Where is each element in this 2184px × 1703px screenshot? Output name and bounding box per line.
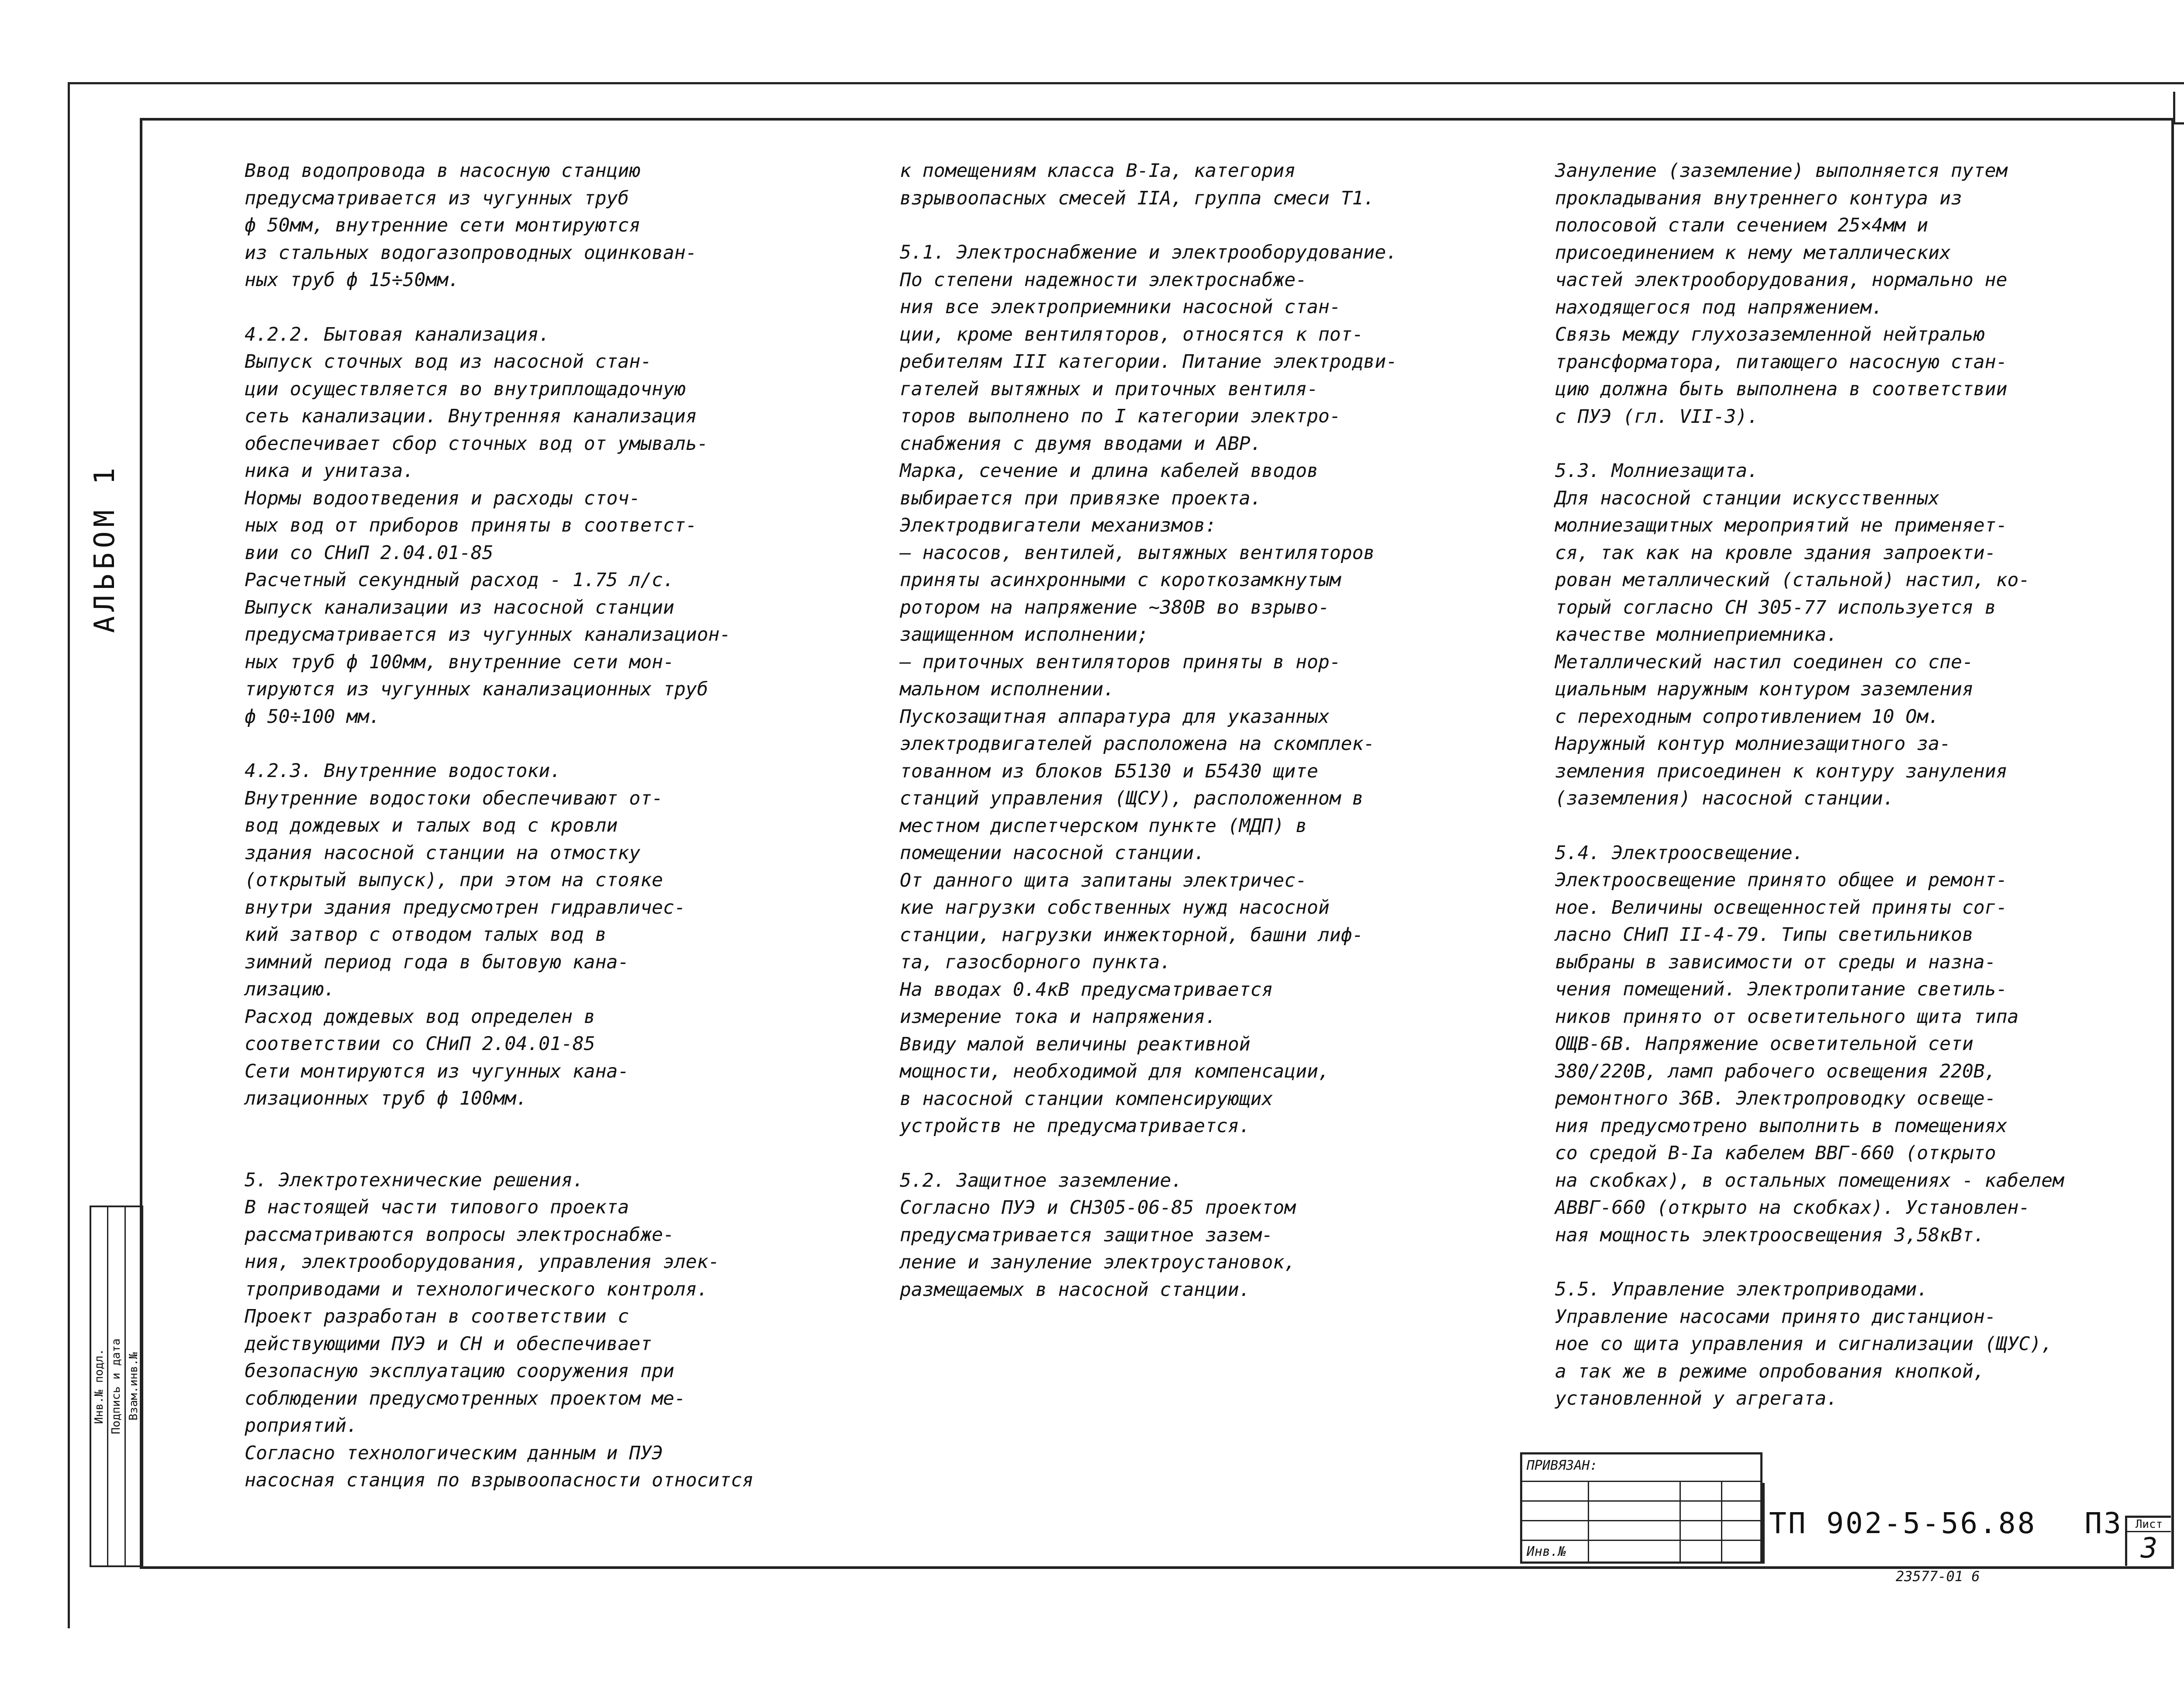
text-line: 5.2. Защитное заземление.: [900, 1169, 1183, 1192]
paragraph-gap: [245, 730, 847, 757]
text-line: станции, нагрузки инжекторной, башни лиф-: [900, 924, 1364, 946]
text-line: частей электрооборудования, нормально не: [1555, 269, 2008, 291]
bound-label: ПРИВЯЗАН:: [1527, 1458, 1598, 1473]
text-line: предусматривается из чугунных канализацион-: [245, 624, 731, 646]
text-line: ся, так как на кровле здания запроекти-: [1555, 542, 1996, 564]
text-line: Управление насосами принято дистанцион-: [1555, 1306, 1996, 1328]
text-line: 5.4. Электроосвещение.: [1555, 842, 1804, 864]
text-line: ное со щита управления и сигнализации (ЩУС),: [1555, 1333, 2053, 1355]
text-line: 380/220В, ламп рабочего освещения 220В,: [1555, 1060, 1996, 1082]
text-line: ния, электрооборудования, управления элек-: [245, 1251, 720, 1273]
text-line: прокладывания внутреннего контура из: [1555, 187, 1962, 209]
text-line: ника и унитаза.: [245, 460, 415, 482]
stamp-cell: [126, 1207, 142, 1565]
text-line: Зануление (заземление) выполняется путем: [1555, 160, 2008, 182]
text-line: ремонтного 36В. Электропроводку освеще-: [1555, 1088, 1996, 1109]
paragraph-gap: [1555, 1249, 2158, 1276]
text-line: ции осуществляется во внутриплощадочную: [245, 378, 686, 400]
text-line: ротором на напряжение ~380В во взрыво-: [900, 596, 1330, 618]
doc-type: ПЗ: [2084, 1506, 2123, 1540]
text-line: Электродвигатели механизмов:: [900, 515, 1216, 536]
text-line: 4.2.3. Внутренние водостоки.: [245, 760, 561, 782]
text-line: ная мощность электроосвещения 3,58кВт.: [1555, 1224, 1985, 1246]
text-column-right: [1555, 157, 2158, 1413]
stamp-cell: [91, 1207, 108, 1565]
text-line: ных труб ф 15÷50мм.: [245, 269, 460, 291]
text-line: Металлический настил соединен со спе-: [1555, 651, 1973, 673]
text-line: Ввод водопровода в насосную станцию: [245, 160, 641, 182]
text-line: рассматриваются вопросы электроснабже-: [245, 1223, 674, 1246]
text-line: к помещениям класса В-Iа, категория: [900, 160, 1296, 182]
text-line: Нормы водоотведения и расходы сточ-: [245, 487, 641, 509]
text-line: торый согласно СН 305-77 используется в: [1555, 596, 1996, 618]
sheet-label: Лист: [2127, 1518, 2171, 1532]
paragraph-gap: [245, 1140, 847, 1167]
text-line: торов выполнено по I категории электро-: [900, 405, 1341, 427]
text-column-middle: [900, 157, 1503, 1303]
text-line: 5.5. Управление электроприводами.: [1555, 1278, 1928, 1300]
paragraph-gap: [1555, 430, 2158, 457]
text-line: взрывоопасных смесей IIА, группа смеси Т1.: [900, 187, 1375, 209]
text-line: мощности, необходимой для компенсации,: [900, 1060, 1330, 1082]
text-line: соответствии со СНиП 2.04.01-85: [245, 1033, 595, 1055]
paragraph-gap: [900, 212, 1503, 239]
text-line: От данного щита запитаны электричес-: [900, 869, 1307, 891]
text-line: из стальных водогазопроводных оцинкован-: [245, 242, 697, 264]
text-line: ребителям III категории. Питание электродви-: [900, 351, 1398, 373]
text-line: Согласно ПУЭ и СН305-06-85 проектом: [900, 1197, 1296, 1219]
text-line: По степени надежности электроснабже-: [900, 269, 1307, 291]
text-line: 5.1. Электроснабжение и электрооборудование.: [900, 242, 1398, 263]
paragraph-gap: [245, 294, 847, 321]
doc-code-cell: [1762, 1483, 2127, 1564]
text-line: Пускозащитная аппаратура для указанных: [900, 705, 1330, 728]
text-line: в насосной станции компенсирующих: [900, 1088, 1273, 1110]
text-line: ф 50÷100 мм.: [245, 705, 380, 728]
text-line: электродвигателей расположена на скомплек-: [900, 733, 1375, 755]
text-line: безопасную эксплуатацию сооружения при: [245, 1360, 674, 1382]
text-line: 4.2.2. Бытовая канализация.: [245, 323, 550, 345]
text-line: АВВГ-660 (открыто на скобках). Установлен-: [1555, 1197, 2030, 1219]
text-line: циальным наружным контуром заземления: [1555, 678, 1973, 700]
text-line: — насосов, вентилей, вытяжных вентиляторов: [900, 542, 1375, 564]
stamp-cell: [108, 1207, 125, 1565]
doc-code: ТП 902-5-56.88: [1769, 1506, 2037, 1540]
text-line: Ввиду малой величины реактивной: [900, 1033, 1251, 1055]
text-line: рован металлический (стальной) настил, ко-: [1555, 569, 2030, 591]
text-line: местном диспетчерском пункте (МДП) в: [900, 815, 1307, 837]
text-line: Марка, сечение и длина кабелей вводов: [900, 460, 1318, 482]
text-line: тируются из чугунных канализационных труб: [245, 678, 708, 700]
stamp-replace-label: Взам.инв.№: [127, 1352, 140, 1421]
text-line: ния предусмотрено выполнить в помещениях: [1555, 1115, 2008, 1137]
text-line: выбирается при привязке проекта.: [900, 487, 1262, 509]
text-line: ное. Величины освещенностей приняты сог-: [1555, 896, 2008, 919]
text-line: действующими ПУЭ и СН и обеспечивает: [245, 1333, 652, 1355]
text-line: установленной у агрегата.: [1555, 1388, 1838, 1409]
side-stamp: [90, 1206, 143, 1567]
text-line: роприятий.: [245, 1415, 358, 1437]
text-line: присоединением к нему металлических: [1555, 242, 1951, 264]
text-line: цию должна быть выполнена в соответствии: [1555, 378, 2008, 400]
text-line: полосовой стали сечением 25×4мм и: [1555, 214, 1928, 236]
text-line: с переходным сопротивлением 10 Ом.: [1555, 705, 1940, 728]
text-line: со средой В-Iа кабелем ВВГ-660 (открыто: [1555, 1142, 1996, 1164]
text-line: Наружный контур молниезащитного за-: [1555, 733, 1951, 755]
text-line: лизационных труб ф 100мм.: [245, 1088, 528, 1109]
text-line: устройств не предусматривается.: [900, 1115, 1251, 1137]
text-line: ции, кроме вентиляторов, относятся к пот-: [900, 323, 1364, 345]
text-line: (открытый выпуск), при этом на стояке: [245, 869, 663, 891]
title-block-grid: [1520, 1452, 1762, 1564]
text-line: Связь между глухозаземленной нейтралью: [1555, 324, 1985, 345]
text-line: а так же в режиме опробования кнопкой,: [1555, 1360, 1985, 1382]
text-line: ния все электроприемники насосной стан-: [900, 296, 1341, 318]
text-line: находящегося под напряжением.: [1555, 296, 1883, 318]
text-line: ников принято от осветительного щита типа: [1555, 1005, 2019, 1028]
text-line: (заземления) насосной станции.: [1555, 788, 1894, 809]
text-line: Выпуск сточных вод из насосной стан-: [245, 351, 652, 373]
text-line: с ПУЭ (гл. VII-3).: [1555, 405, 1759, 428]
text-line: измерение тока и напряжения.: [900, 1006, 1216, 1028]
text-line: внутри здания предусмотрен гидравличес-: [245, 896, 686, 919]
text-line: 5.3. Молниезащита.: [1555, 460, 1759, 482]
album-label-text: АЛЬБОМ 1: [89, 463, 121, 633]
text-line: Согласно технологическим данным и ПУЭ: [245, 1442, 663, 1464]
text-line: тованном из блоков Б5130 и Б5430 щите: [900, 760, 1318, 782]
text-line: — приточных вентиляторов приняты в нор-: [900, 651, 1341, 673]
sheet-number-cell: [2125, 1516, 2171, 1566]
paragraph-gap: [245, 1112, 847, 1140]
title-block: [1520, 1452, 2169, 1564]
text-line: обеспечивает сбор сточных вод от умываль-: [245, 432, 708, 455]
text-line: лизацию.: [245, 978, 335, 1000]
text-line: чения помещений. Электропитание светиль-: [1555, 978, 2008, 1000]
text-line: Электроосвещение принято общее и ремонт-: [1555, 869, 2008, 891]
bottom-note: 23577-01 6: [1896, 1568, 1980, 1585]
text-line: предусматривается защитное зазем-: [900, 1224, 1273, 1246]
text-line: Выпуск канализации из насосной станции: [245, 596, 674, 618]
text-line: Внутренние водостоки обеспечивают от-: [245, 787, 663, 809]
text-line: вии со СНиП 2.04.01-85: [245, 542, 494, 564]
text-line: ф 50мм, внутренние сети монтируются: [245, 214, 641, 236]
inv-label: Инв.№: [1527, 1544, 1566, 1559]
text-line: на скобках), в остальных помещениях - кабелем: [1555, 1169, 2064, 1192]
text-line: трансформатора, питающего насосную стан-: [1555, 351, 2008, 373]
text-line: Для насосной станции искусственных: [1555, 487, 1940, 509]
text-line: мальном исполнении.: [900, 678, 1115, 700]
text-line: кий затвор с отводом талых вод в: [245, 924, 607, 946]
text-line: ных труб ф 100мм, внутренние сети мон-: [245, 651, 674, 673]
text-line: Сети монтируются из чугунных кана-: [245, 1060, 629, 1082]
text-line: ление и зануление электроустановок,: [900, 1251, 1296, 1273]
text-line: молниезащитных мероприятий не применяет-: [1555, 515, 2008, 536]
text-line: приняты асинхронными с короткозамкнутым: [900, 569, 1341, 591]
sheet-number: 3: [2140, 1532, 2158, 1565]
text-line: станций управления (ЩСУ), расположенном в: [900, 788, 1364, 809]
text-line: защищенном исполнении;: [900, 624, 1149, 646]
text-line: насосная станция по взрывоопасности относится: [245, 1469, 753, 1491]
text-line: земления присоединен к контуру зануления: [1555, 760, 2008, 782]
paragraph-gap: [900, 1140, 1503, 1167]
text-line: Расчетный секундный расход - 1.75 л/с.: [245, 569, 674, 591]
text-line: ОЩВ-6В. Напряжение осветительной сети: [1555, 1033, 1973, 1055]
text-line: снабжения с двумя вводами и АВР.: [900, 432, 1262, 455]
text-line: На вводах 0.4кВ предусматривается: [900, 978, 1273, 1001]
text-line: предусматривается из чугунных труб: [245, 187, 629, 209]
text-line: ных вод от приборов приняты в соответст-: [245, 515, 697, 536]
page-number: [2173, 92, 2184, 124]
text-line: сеть канализации. Внутренняя канализация: [245, 405, 697, 427]
text-line: качестве молниеприемника.: [1555, 624, 1838, 646]
text-column-left: [245, 157, 847, 1494]
text-line: кие нагрузки собственных нужд насосной: [900, 897, 1330, 919]
text-line: соблюдении предусмотренных проектом ме-: [245, 1387, 686, 1409]
text-line: гателей вытяжных и приточных вентиля-: [900, 378, 1318, 400]
text-line: здания насосной станции на отмостку: [245, 842, 641, 864]
text-line: троприводами и технологического контроля.: [245, 1278, 708, 1300]
text-line: В настоящей части типового проекта: [245, 1196, 629, 1218]
text-line: зимний период года в бытовую кана-: [245, 951, 629, 973]
text-line: 5. Электротехнические решения.: [245, 1169, 584, 1191]
text-line: вод дождевых и талых вод с кровли: [245, 815, 618, 836]
text-line: Проект разработан в соответствии с: [245, 1306, 629, 1327]
text-line: ласно СНиП II-4-79. Типы светильников: [1555, 924, 1973, 946]
stamp-signature-label: Подпись и дата: [110, 1338, 123, 1434]
text-line: та, газосборного пункта.: [900, 951, 1171, 973]
text-line: выбраны в зависимости от среды и назна-: [1555, 951, 1996, 973]
text-line: размещаемых в насосной станции.: [900, 1278, 1251, 1301]
paragraph-gap: [1555, 812, 2158, 839]
text-line: Расход дождевых вод определен в: [245, 1005, 595, 1028]
stamp-inv-label: Инв.№ подл.: [93, 1348, 106, 1424]
album-label: [81, 450, 129, 646]
text-line: помещении насосной станции.: [900, 842, 1205, 864]
